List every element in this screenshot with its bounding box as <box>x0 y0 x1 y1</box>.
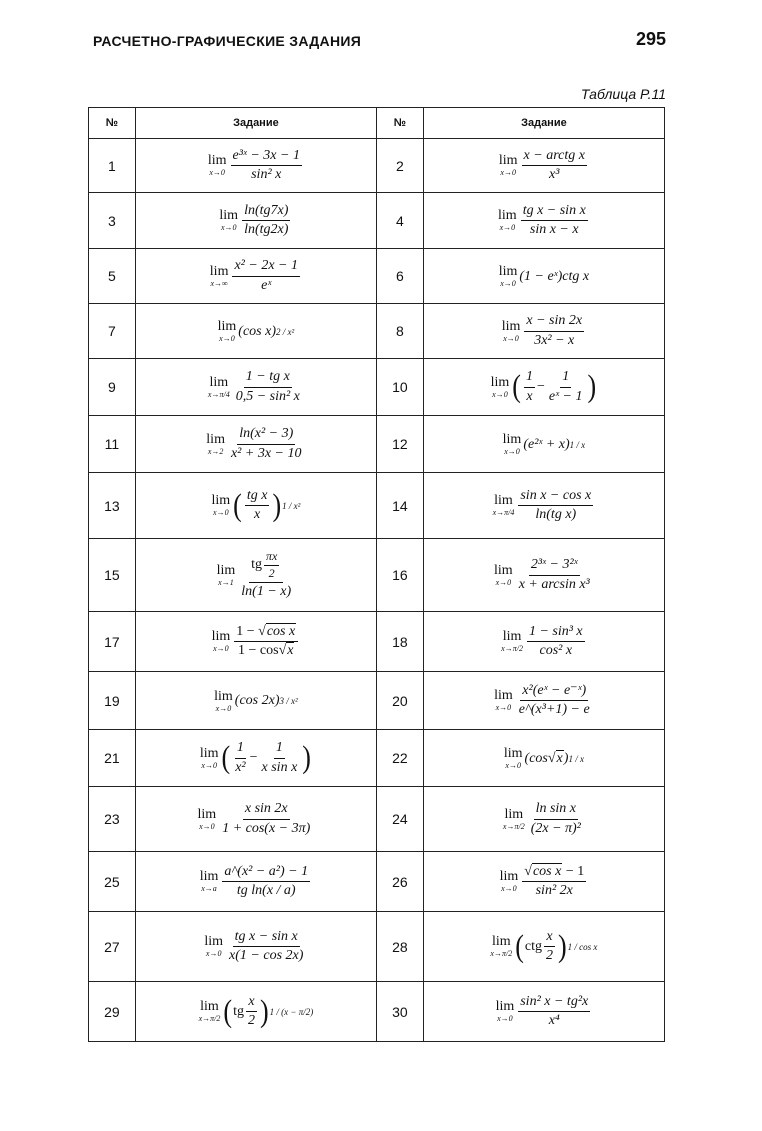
task-number: 8 <box>377 304 424 359</box>
task-cell <box>423 982 664 1042</box>
formula <box>494 557 594 592</box>
numerator <box>249 550 283 583</box>
task-number: 9 <box>89 359 136 416</box>
numerator: sin x − cos x <box>518 488 593 506</box>
formula <box>503 433 586 456</box>
denominator: 2 <box>247 1013 255 1028</box>
lim-subscript: x→π/4 <box>492 508 515 517</box>
task-number: 5 <box>89 249 136 304</box>
denominator: (2x − π)² <box>530 820 581 836</box>
task-cell <box>135 304 376 359</box>
task-cell <box>423 473 664 539</box>
function-name: ctg <box>524 938 542 954</box>
task-cell <box>135 612 376 672</box>
lim-word: lim <box>219 208 239 223</box>
task-number: 10 <box>377 359 424 416</box>
lim-subscript: x→0 <box>495 703 512 712</box>
denominator: 1 + cos(x − 3π) <box>222 820 311 836</box>
formula <box>503 801 585 836</box>
task-number: 1 <box>89 139 136 193</box>
lim-subscript: x→π/2 <box>198 1014 221 1023</box>
formula <box>499 148 589 183</box>
denominator: x³ <box>549 167 560 182</box>
lim-subscript: x→0 <box>497 1014 513 1023</box>
exponent: 3 / x² <box>279 696 298 706</box>
denominator: cos² x <box>539 643 573 658</box>
left-paren: ( <box>515 928 524 964</box>
table-row <box>89 304 665 359</box>
task-number: 21 <box>89 730 136 787</box>
task-number: 30 <box>377 982 424 1042</box>
lim-subscript: x→0 <box>215 703 232 713</box>
numerator: 1 − sin³ x <box>527 624 585 642</box>
task-cell <box>135 787 376 852</box>
operator: − <box>536 379 545 394</box>
table-row <box>89 139 665 193</box>
lim-subscript: x→π/2 <box>502 821 525 831</box>
table-row <box>89 982 665 1042</box>
task-number: 28 <box>377 912 424 982</box>
task-cell <box>135 982 376 1042</box>
radicand: cos x <box>266 623 296 639</box>
table-row <box>89 193 665 249</box>
denominator <box>236 642 296 659</box>
lim-word: lim <box>494 688 513 703</box>
task-cell <box>135 139 376 193</box>
table-row <box>89 359 665 416</box>
lim-subscript: x→0 <box>492 389 508 399</box>
formula <box>502 313 586 348</box>
function-name: tg <box>233 1003 244 1019</box>
lim-subscript: x→0 <box>219 334 235 343</box>
table-row <box>89 473 665 539</box>
lim-subscript: x→2 <box>207 446 224 456</box>
base-end: ) <box>563 750 569 766</box>
denominator: sin² x <box>251 167 282 182</box>
numerator <box>234 624 298 642</box>
formula <box>198 801 315 836</box>
task-cell <box>423 612 664 672</box>
task-number: 26 <box>377 852 424 912</box>
lim-subscript: x→0 <box>209 168 225 177</box>
task-number: 4 <box>377 193 424 249</box>
lim-subscript: x→0 <box>499 223 516 232</box>
numerator: ln(x² − 3) <box>237 426 295 444</box>
task-cell <box>135 416 376 473</box>
table-header-row <box>89 108 665 139</box>
denominator: ln(tg x) <box>535 507 577 522</box>
lim-word: lim <box>209 374 229 390</box>
task-number: 29 <box>89 982 136 1042</box>
exponent: 1 / x <box>568 753 584 764</box>
formula <box>204 929 307 964</box>
denominator: x <box>254 507 261 522</box>
lim-word: lim <box>211 493 231 508</box>
denominator: ln(1 − x) <box>241 583 292 599</box>
task-number: 16 <box>377 539 424 612</box>
formula <box>200 740 312 775</box>
lim-word: lim <box>490 374 510 390</box>
sqrt-icon: √ <box>524 863 532 879</box>
lim-subscript: x→0 <box>504 447 520 456</box>
task-cell <box>135 730 376 787</box>
task-cell <box>423 249 664 304</box>
formula <box>501 624 586 659</box>
table-row <box>89 539 665 612</box>
task-cell <box>423 416 664 473</box>
task-number: 19 <box>89 672 136 730</box>
lim-word: lim <box>206 431 225 447</box>
task-number: 25 <box>89 852 136 912</box>
task-number: 23 <box>89 787 136 852</box>
numerator: x <box>246 994 256 1012</box>
denominator: 2 <box>545 948 553 963</box>
lim-word: lim <box>501 318 521 334</box>
col-header-number: № <box>89 108 136 139</box>
table-row <box>89 730 665 787</box>
formula <box>219 203 292 238</box>
lim-word: lim <box>498 208 517 223</box>
formula <box>211 488 300 523</box>
formula <box>494 683 594 718</box>
col-header-task: Задание <box>135 108 376 139</box>
task-cell <box>423 359 664 416</box>
lim-word: lim <box>209 263 229 279</box>
exponent: 2 / x² <box>275 326 295 337</box>
task-number: 15 <box>89 539 136 612</box>
table-row <box>89 912 665 982</box>
left-paren: ( <box>221 740 231 775</box>
task-cell <box>423 672 664 730</box>
task-number: 22 <box>377 730 424 787</box>
task-cell <box>135 852 376 912</box>
numerator: x²(eˣ − e⁻ˣ) <box>520 683 588 701</box>
lim-subscript: x→1 <box>218 577 234 587</box>
task-cell <box>423 852 664 912</box>
numerator: tg x − sin x <box>521 203 588 221</box>
formula <box>500 864 589 899</box>
denominator: x + arcsin x³ <box>518 576 590 592</box>
page-number: 295 <box>635 29 666 49</box>
numerator-text: 1 − <box>236 623 255 639</box>
formula <box>498 203 590 238</box>
lim-subscript: x→0 <box>500 279 516 288</box>
numerator: ln sin x <box>534 801 578 819</box>
lim-subscript: x→0 <box>213 508 229 517</box>
sqrt-icon: √ <box>278 643 287 658</box>
lim-word: lim <box>504 806 524 822</box>
denominator: eˣ <box>261 277 272 293</box>
numerator: tg x − sin x <box>233 929 300 947</box>
lim-subscript: x→0 <box>205 949 222 958</box>
running-header: РАСЧЕТНО-ГРАФИЧЕСКИЕ ЗАДАНИЯ <box>93 33 362 49</box>
numerator: e³ˣ − 3x − 1 <box>231 148 302 166</box>
lim-subscript: x→0 <box>501 884 517 893</box>
lim-subscript: x→0 <box>503 333 519 343</box>
task-cell <box>423 787 664 852</box>
numerator: x − arctg x <box>522 148 587 166</box>
task-cell <box>135 193 376 249</box>
lim-word: lim <box>499 869 519 884</box>
radicand: x <box>287 643 294 658</box>
numerator: 1 <box>274 740 285 758</box>
task-cell <box>135 912 376 982</box>
numerator: 2³ˣ − 3²ˣ <box>529 557 580 575</box>
denominator: x sin x <box>261 759 298 775</box>
task-cell <box>423 730 664 787</box>
lim-word: lim <box>502 629 522 644</box>
task-cell <box>423 193 664 249</box>
numerator: x <box>544 929 554 947</box>
lim-subscript: x→π/4 <box>207 389 230 399</box>
lim-subscript: x→0 <box>220 223 237 232</box>
task-number: 14 <box>377 473 424 539</box>
lim-word: lim <box>491 934 511 949</box>
numerator: x sin 2x <box>243 801 290 819</box>
task-cell <box>135 539 376 612</box>
formula <box>200 864 312 899</box>
numerator: 1 − tg x <box>244 369 292 387</box>
exponent: 1 / (x − π/2) <box>269 1006 314 1017</box>
task-cell <box>135 473 376 539</box>
lim-word: lim <box>199 745 219 761</box>
lim-word: lim <box>204 934 224 949</box>
formula <box>208 148 304 183</box>
radicand: x <box>556 751 563 766</box>
base-start: (cos <box>524 750 548 766</box>
lim-word: lim <box>498 264 518 279</box>
tasks-table <box>88 107 665 1042</box>
operator: − <box>249 750 258 765</box>
numerator: a^(x² − a²) − 1 <box>222 864 310 882</box>
lim-word: lim <box>200 999 219 1014</box>
lim-word: lim <box>197 806 217 822</box>
inner-numerator: πx <box>264 550 279 566</box>
task-number: 7 <box>89 304 136 359</box>
task-number: 11 <box>89 416 136 473</box>
denominator: eˣ − 1 <box>548 388 583 404</box>
lim-subscript: x→0 <box>505 761 521 770</box>
lim-word: lim <box>495 999 515 1014</box>
lim-subscript: x→0 <box>500 168 516 177</box>
denominator: x² <box>235 759 246 775</box>
formula <box>504 747 584 770</box>
task-number: 20 <box>377 672 424 730</box>
tg-word: tg <box>251 557 262 573</box>
formula <box>491 369 598 404</box>
lim-subscript: x→0 <box>201 760 217 770</box>
numerator <box>522 864 586 882</box>
task-cell <box>135 672 376 730</box>
denominator: x(1 − cos 2x) <box>229 948 304 963</box>
denominator: e^(x³+1) − e <box>518 702 590 717</box>
base: (e²ˣ + x) <box>523 436 570 452</box>
task-number: 12 <box>377 416 424 473</box>
numerator-tail: − 1 <box>565 863 585 879</box>
task-cell <box>423 912 664 982</box>
lim-word: lim <box>494 493 513 508</box>
formula <box>210 258 302 293</box>
numerator: sin² x − tg²x <box>518 994 590 1012</box>
formula <box>499 265 589 288</box>
right-paren: ) <box>259 993 269 1029</box>
col-header-number: № <box>377 108 424 139</box>
sqrt-icon: √ <box>547 750 556 766</box>
task-number: 3 <box>89 193 136 249</box>
radicand: cos x <box>532 863 562 879</box>
task-number: 13 <box>89 473 136 539</box>
left-paren: ( <box>512 369 521 404</box>
numerator: tg x <box>245 488 270 506</box>
task-cell <box>135 249 376 304</box>
formula <box>206 426 305 461</box>
task-number: 6 <box>377 249 424 304</box>
lim-word: lim <box>199 869 219 884</box>
denominator: x⁴ <box>548 1013 560 1028</box>
expression: (1 − eˣ)ctg x <box>519 268 590 284</box>
table-row <box>89 672 665 730</box>
numerator: x − sin 2x <box>524 313 584 331</box>
numerator: 1 <box>235 740 246 758</box>
right-paren: ) <box>587 369 597 404</box>
lim-subscript: x→0 <box>213 644 229 653</box>
right-paren: ) <box>272 487 282 523</box>
left-paren: ( <box>233 487 242 523</box>
lim-word: lim <box>211 629 231 644</box>
formula <box>212 624 301 659</box>
denominator: 0,5 − sin² x <box>235 388 300 404</box>
numerator: ln(tg7x) <box>242 203 290 221</box>
lim-subscript: x→0 <box>199 821 215 831</box>
formula <box>490 929 597 964</box>
lim-word: lim <box>494 562 513 578</box>
right-paren: ) <box>302 740 311 775</box>
denominator: x² + 3x − 10 <box>230 445 302 461</box>
table-row <box>89 416 665 473</box>
formula <box>496 994 593 1029</box>
formula <box>217 550 296 600</box>
task-cell <box>135 359 376 416</box>
numerator: x² − 2x − 1 <box>232 258 300 276</box>
lim-subscript: x→a <box>201 884 217 893</box>
numerator: 1 <box>524 369 535 387</box>
col-header-task: Задание <box>423 108 664 139</box>
task-cell <box>423 539 664 612</box>
table-row <box>89 787 665 852</box>
task-number: 27 <box>89 912 136 982</box>
task-number: 2 <box>377 139 424 193</box>
formula <box>199 994 314 1029</box>
inner-denominator: 2 <box>268 565 275 580</box>
lim-word: lim <box>216 562 236 578</box>
task-number: 24 <box>377 787 424 852</box>
formula <box>493 488 596 523</box>
denominator: x <box>526 388 533 404</box>
lim-word: lim <box>502 432 522 447</box>
lim-subscript: x→π/2 <box>490 949 513 958</box>
numerator: 1 <box>560 369 571 387</box>
lim-subscript: x→∞ <box>210 278 228 288</box>
denominator: sin² 2x <box>535 883 573 898</box>
denominator-text: 1 − cos <box>238 643 279 658</box>
table-caption: Таблица P.11 <box>580 86 666 102</box>
table-row <box>89 612 665 672</box>
right-paren: ) <box>557 928 567 964</box>
lim-word: lim <box>214 688 233 704</box>
lim-word: lim <box>207 153 227 168</box>
formula <box>214 690 298 713</box>
table-row <box>89 852 665 912</box>
lim-word: lim <box>503 746 523 761</box>
base: (cos x) <box>238 323 276 339</box>
lim-word: lim <box>498 153 518 168</box>
task-number: 17 <box>89 612 136 672</box>
denominator: 3x² − x <box>534 332 575 348</box>
formula <box>218 320 295 343</box>
exponent: 1 / cos x <box>567 941 598 952</box>
denominator: sin x − x <box>529 222 579 237</box>
denominator: tg ln(x / a) <box>236 883 296 898</box>
lim-subscript: x→0 <box>495 577 512 587</box>
exponent: 1 / x <box>569 439 586 450</box>
base: (cos 2x) <box>234 693 280 708</box>
table-row <box>89 249 665 304</box>
sqrt-icon: √ <box>258 623 266 639</box>
task-number: 18 <box>377 612 424 672</box>
lim-subscript: x→π/2 <box>501 644 523 653</box>
task-cell <box>423 304 664 359</box>
formula <box>208 369 304 404</box>
left-paren: ( <box>223 993 233 1029</box>
task-cell <box>423 139 664 193</box>
denominator: ln(tg2x) <box>244 222 289 237</box>
lim-word: lim <box>217 319 237 334</box>
exponent: 1 / x² <box>282 500 301 511</box>
